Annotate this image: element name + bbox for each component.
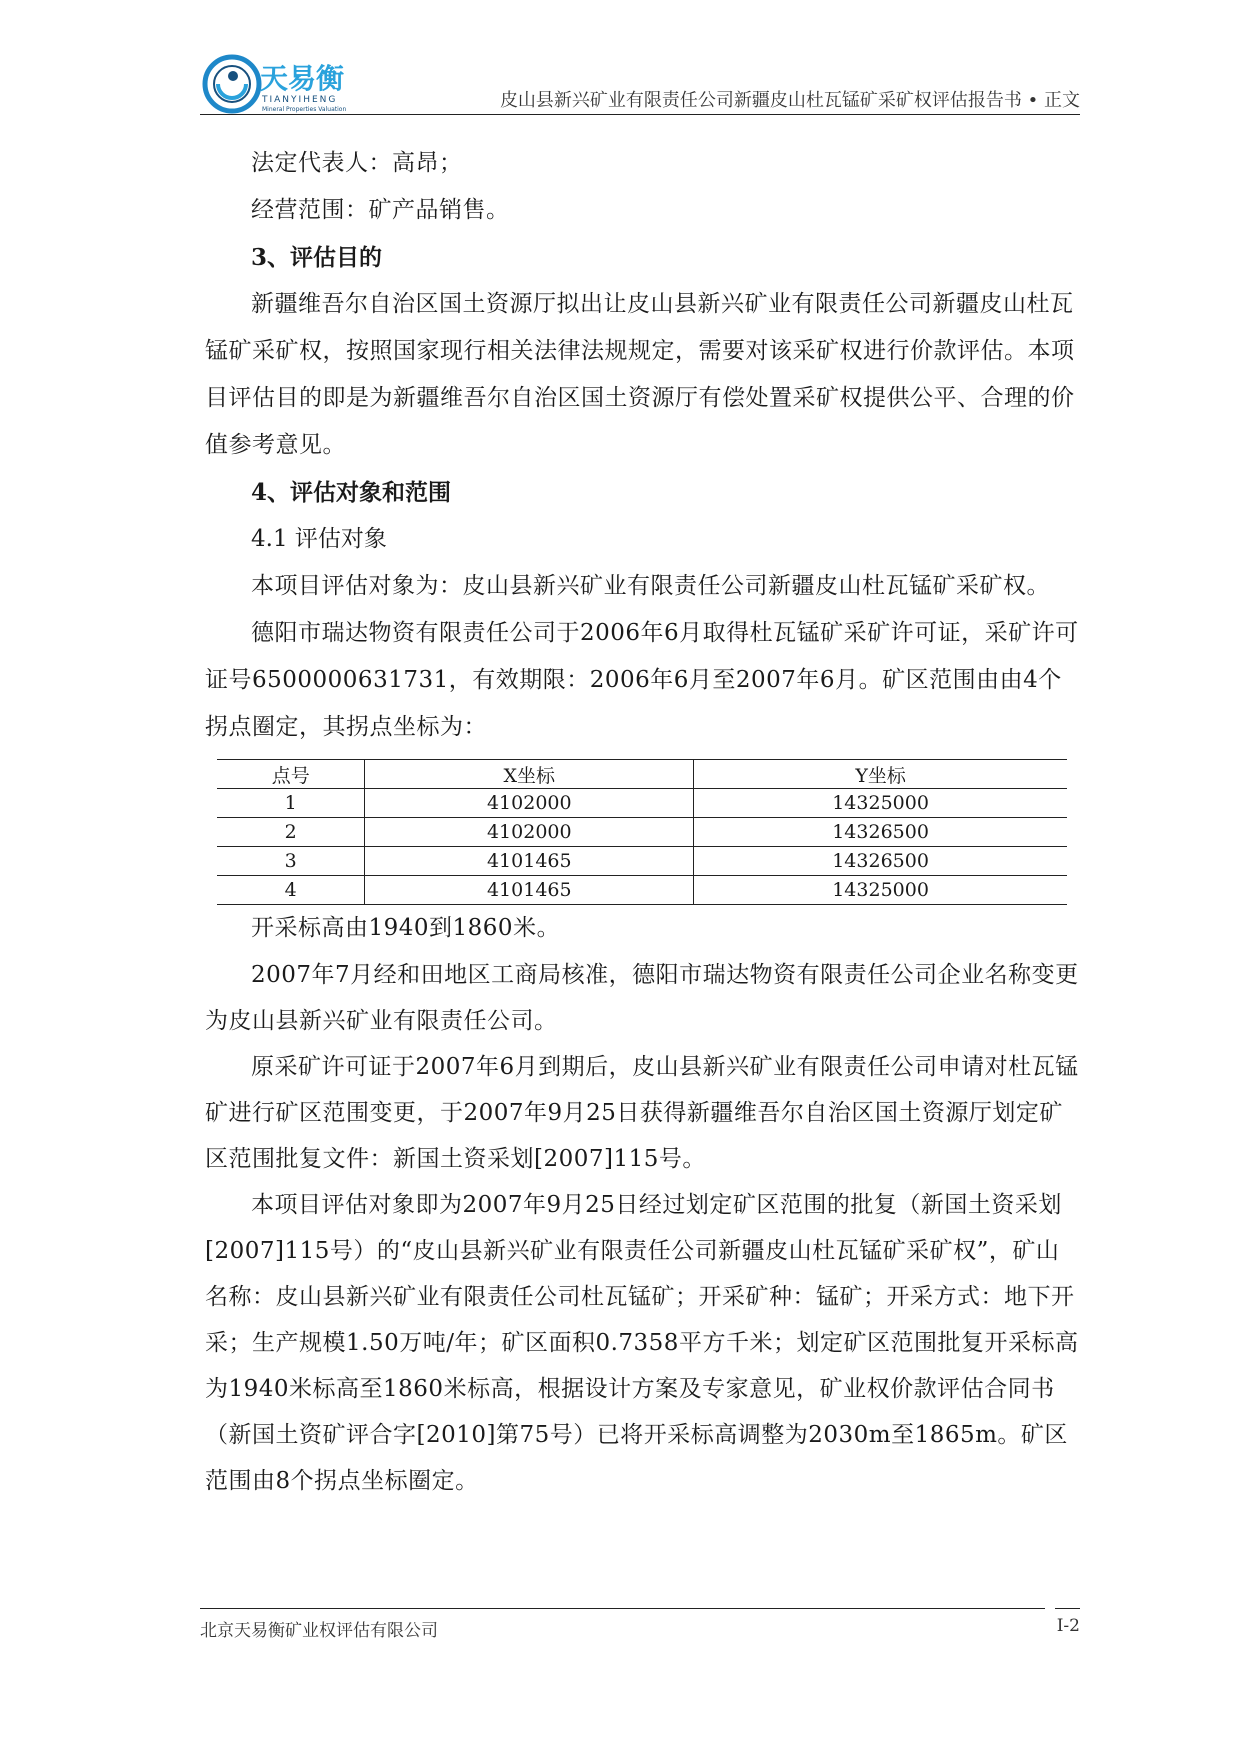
table-row: [217, 789, 1067, 818]
rename-paragraph: 2007年7月经和田地区工商局核准，德阳市瑞达物资有限责任公司企业名称变更为皮山县新兴矿业有限责任公司。: [205, 962, 1079, 1034]
cell-y: 14325000: [694, 789, 1067, 818]
page-header: [200, 44, 1080, 116]
table-row: [217, 847, 1067, 876]
section-4-heading: 4、评估对象和范围: [251, 479, 452, 506]
cell-y: 14325000: [694, 876, 1067, 905]
logo-tagline: Mineral Properties Valuation: [262, 106, 347, 113]
final-object-paragraph: 本项目评估对象即为2007年9月25日经过划定矿区范围的批复（新国土资采划[2007]115号）的“皮山县新兴矿业有限责任公司新疆皮山杜瓦锰矿采矿权”，矿山名称：皮山县新兴矿业有限责任公司杜瓦锰矿；开采矿种：锰矿；开采方式：地下开采；生产规模1.50万吨/年；矿区面积0.7358平方千米；划定矿区范围批复开采标高为1940米标高至1860米标高，根据设计方案及专家意见，矿业权价款评估合同书（新国土资矿评合字[2010]第75号）已将开采标高调整为2030m至1865m。矿区范围由8个拐点坐标圈定。: [205, 1192, 1079, 1494]
cell-y: 14326500: [694, 818, 1067, 847]
table-header-row: [217, 760, 1067, 789]
company-logo: [200, 52, 380, 114]
coordinates-table: [217, 759, 1067, 905]
header-title: 皮山县新兴矿业有限责任公司新疆皮山杜瓦锰矿采矿权评估报告书 • 正文: [499, 90, 1080, 111]
page-footer: [200, 1608, 1080, 1648]
page-number: I-2: [1056, 1616, 1080, 1636]
cell-point: 2: [217, 818, 365, 847]
logo-name-cn: 天易衡: [260, 62, 345, 95]
cell-x: 4102000: [365, 789, 694, 818]
section-3-heading: 3、评估目的: [251, 244, 383, 271]
document-body: [205, 140, 1080, 1504]
cell-point: 3: [217, 847, 365, 876]
cell-point: 4: [217, 876, 365, 905]
business-scope: 经营范围：矿产品销售。: [251, 197, 510, 223]
header-point-no: 点号: [217, 760, 365, 789]
cell-x: 4101465: [365, 847, 694, 876]
range-change-paragraph: 原采矿许可证于2007年6月到期后，皮山县新兴矿业有限责任公司申请对杜瓦锰矿进行矿区范围变更，于2007年9月25日获得新疆维吾尔自治区国土资源厅划定矿区范围批复文件：新国土资采划[2007]115号。: [205, 1054, 1079, 1172]
legal-representative: 法定代表人：高昂；: [251, 150, 463, 176]
cell-x: 4102000: [365, 818, 694, 847]
license-paragraph: 德阳市瑞达物资有限责任公司于2006年6月取得杜瓦锰矿采矿许可证，采矿许可证号6500000631731，有效期限：2006年6月至2007年6月。矿区范围由由4个拐点圈定，其拐点坐标为：: [205, 620, 1079, 740]
table-row: [217, 876, 1067, 905]
logo-pinyin: TIANYIHENG: [262, 95, 338, 105]
footer-rule-short: [1055, 1608, 1080, 1609]
header-y-coord: Y坐标: [694, 760, 1067, 789]
cell-x: 4101465: [365, 876, 694, 905]
object-paragraph: 本项目评估对象为：皮山县新兴矿业有限责任公司新疆皮山杜瓦锰矿采矿权。: [251, 573, 1050, 599]
section-3-paragraph: 新疆维吾尔自治区国土资源厅拟出让皮山县新兴矿业有限责任公司新疆皮山杜瓦锰矿采矿权，按照国家现行相关法律法规规定，需要对该采矿权进行价款评估。本项目评估目的即是为新疆维吾尔自治区国土资源厅有偿处置采矿权提供公平、合理的价值参考意见。: [205, 291, 1075, 458]
section-4-1-heading: 4.1 评估对象: [251, 526, 387, 552]
cell-point: 1: [217, 789, 365, 818]
footer-company: 北京天易衡矿业权评估有限公司: [200, 1621, 438, 1641]
cell-y: 14326500: [694, 847, 1067, 876]
header-rule: [200, 114, 1080, 115]
elevation-paragraph: 开采标高由1940到1860米。: [251, 915, 561, 941]
table-row: [217, 818, 1067, 847]
header-x-coord: X坐标: [365, 760, 694, 789]
footer-rule: [200, 1608, 1045, 1609]
